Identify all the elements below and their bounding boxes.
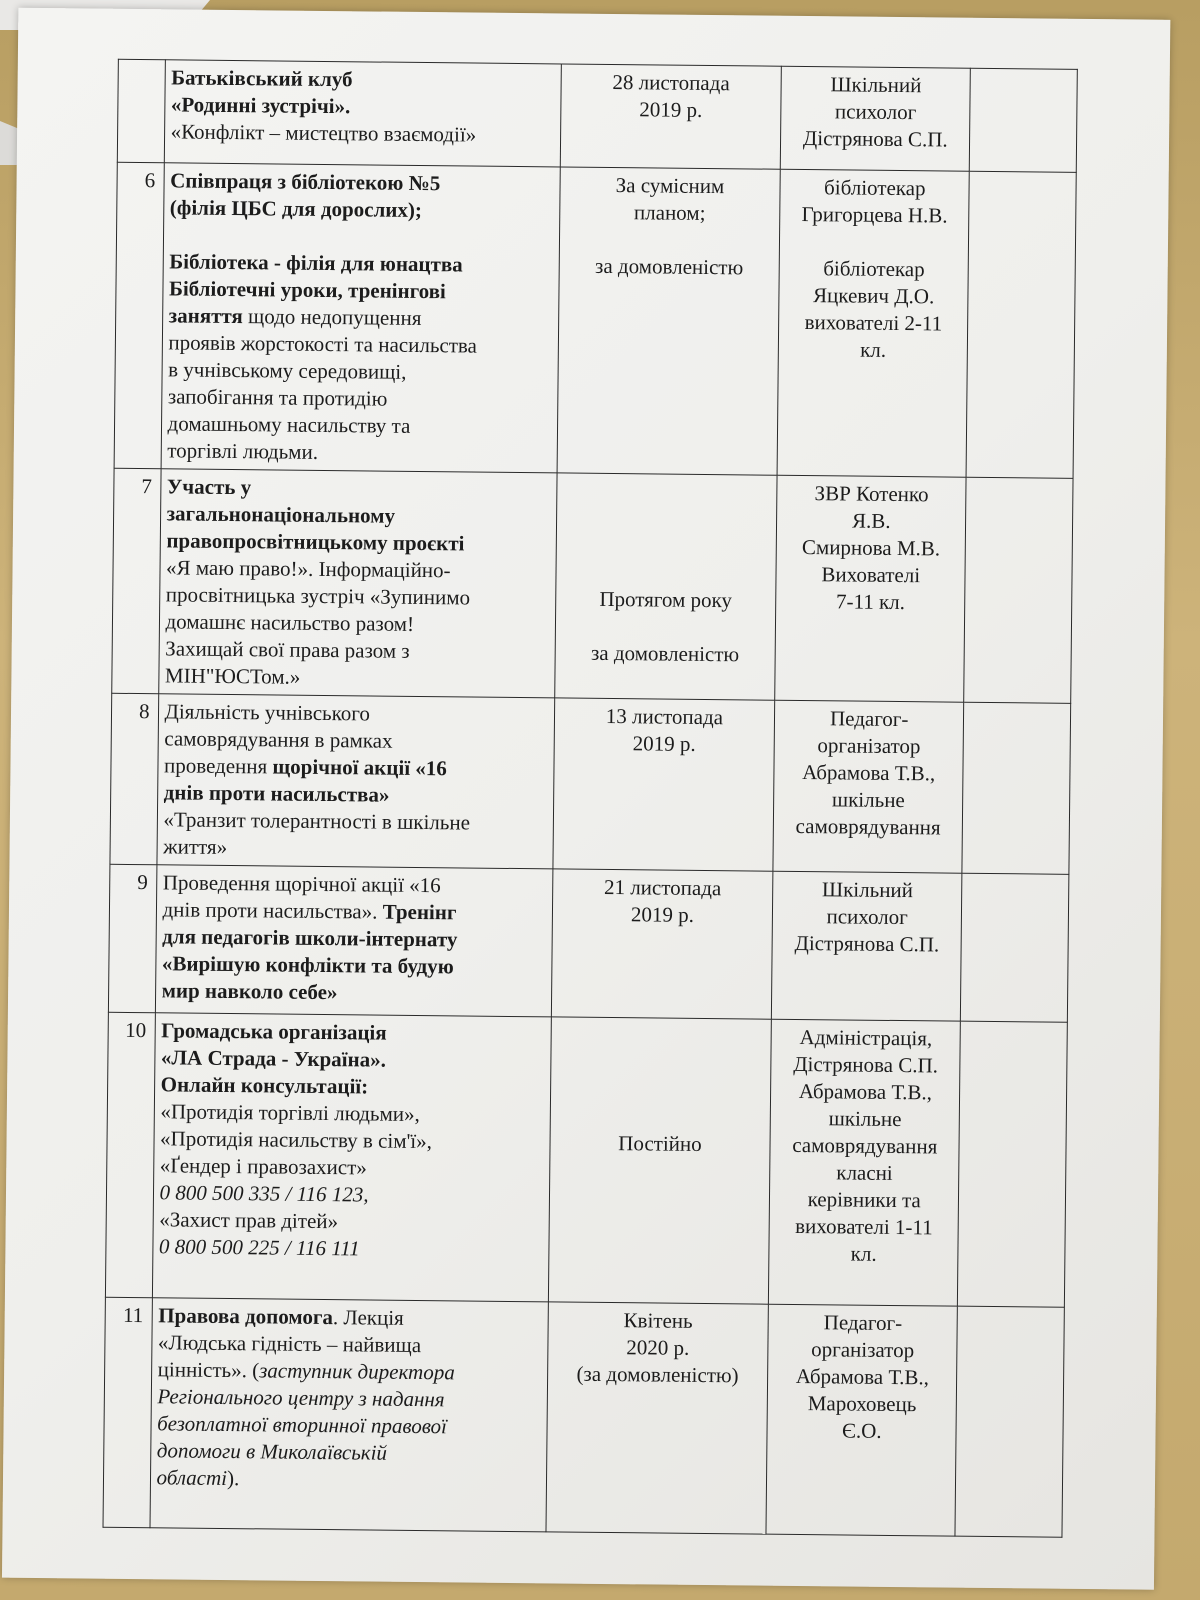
description-line bbox=[165, 608, 548, 639]
event-date bbox=[551, 869, 773, 1019]
description-text: самоврядування в рамках bbox=[164, 726, 393, 753]
responsible-line: кл. bbox=[850, 1241, 877, 1266]
responsible-person bbox=[780, 66, 970, 171]
notes-cell bbox=[970, 68, 1078, 172]
table-row bbox=[117, 59, 1077, 172]
responsible-line: Абрамова Т.В., bbox=[795, 1363, 930, 1390]
notes-cell bbox=[958, 1021, 1068, 1307]
responsible-line: Мароховець bbox=[807, 1391, 917, 1417]
date-line: 13 листопада bbox=[605, 703, 724, 730]
description-line bbox=[168, 383, 551, 414]
description-line bbox=[163, 833, 546, 864]
description-line bbox=[165, 635, 548, 666]
description-line bbox=[164, 752, 547, 783]
date-line: Протягом року bbox=[599, 586, 733, 613]
date-line bbox=[562, 558, 770, 587]
row-number: 9 bbox=[108, 864, 156, 1012]
description-text: цінність». ( bbox=[157, 1357, 260, 1383]
description-text: днів проти насильства». bbox=[162, 897, 383, 924]
description-text: днів проти насильства» bbox=[163, 780, 390, 807]
row-number: 11 bbox=[103, 1297, 152, 1527]
event-date bbox=[557, 167, 781, 475]
notes-cell bbox=[955, 1306, 1064, 1537]
responsible-line: Абрамова Т.В., bbox=[802, 760, 936, 786]
description-line bbox=[167, 437, 550, 468]
event-date bbox=[554, 473, 777, 700]
description-text: Онлайн консультації: bbox=[160, 1072, 369, 1099]
description-text: допомоги в Миколаївській bbox=[156, 1438, 388, 1465]
responsible-line: класні bbox=[836, 1160, 893, 1185]
description-text: «ЛА Страда - Україна». bbox=[160, 1045, 387, 1072]
event-date bbox=[560, 64, 781, 169]
description-tail-text: . Лекція bbox=[332, 1305, 404, 1330]
description-line bbox=[164, 779, 547, 810]
description-line bbox=[167, 500, 550, 531]
date-line: 2019 р. bbox=[630, 902, 695, 927]
description-text: Співпраця з бібліотекою №5 bbox=[170, 168, 441, 196]
description-line bbox=[171, 118, 554, 149]
responsible-line: Дістрянова С.П. bbox=[794, 930, 940, 957]
description-text: просвітницька зустріч «Зупинимо bbox=[165, 582, 471, 610]
description-tail-text: щодо недопущення bbox=[242, 304, 422, 330]
description-text: Громадська організація bbox=[161, 1018, 387, 1045]
event-description bbox=[161, 163, 560, 473]
description-text: Захищай свої права разом з bbox=[165, 636, 410, 663]
date-line bbox=[557, 1075, 765, 1104]
date-line: За сумісним bbox=[615, 173, 725, 199]
event-description bbox=[164, 60, 561, 167]
row-number: 10 bbox=[105, 1012, 155, 1297]
table-row bbox=[114, 162, 1076, 478]
date-line: 2020 р. bbox=[626, 1335, 690, 1360]
description-text: «Родинні зустрічі». bbox=[170, 92, 351, 119]
description-text: Діяльність учнівського bbox=[164, 699, 371, 726]
description-line bbox=[167, 410, 550, 441]
description-line bbox=[170, 167, 553, 198]
responsible-line: психолог bbox=[826, 904, 908, 930]
description-text: безоплатної вторинної правової bbox=[157, 1411, 448, 1439]
date-line bbox=[557, 1021, 765, 1050]
row-number: 8 bbox=[110, 693, 158, 864]
responsible-line: 7-11 кл. bbox=[835, 589, 906, 615]
table-row bbox=[112, 468, 1073, 703]
description-text: Батьківський клуб bbox=[171, 65, 353, 92]
event-description bbox=[155, 865, 553, 1017]
date-line bbox=[557, 1048, 765, 1077]
description-bold-text: щорічної акції «16 bbox=[272, 754, 448, 781]
description-line bbox=[160, 1125, 543, 1156]
date-line: планом; bbox=[633, 200, 706, 225]
description-line bbox=[157, 1410, 540, 1441]
description-text: «Ґендер і правозахист» bbox=[159, 1153, 368, 1180]
date-line: 2019 р. bbox=[632, 731, 696, 756]
document-page bbox=[2, 8, 1170, 1590]
event-description bbox=[152, 1013, 551, 1302]
responsible-person bbox=[768, 1019, 960, 1306]
responsible-line: шкільне bbox=[828, 1106, 902, 1132]
responsible-person bbox=[775, 475, 967, 702]
description-line bbox=[162, 977, 545, 1008]
description-line bbox=[162, 950, 545, 981]
responsible-person bbox=[773, 700, 964, 873]
event-date bbox=[546, 1302, 769, 1534]
responsible-line: самоврядування bbox=[792, 1132, 938, 1159]
responsible-line: організатор bbox=[811, 1337, 915, 1363]
description-line bbox=[159, 1179, 542, 1210]
responsible-line: Дістрянова С.П. bbox=[802, 125, 948, 152]
description-line bbox=[156, 1464, 539, 1495]
date-line bbox=[566, 226, 774, 255]
description-text: 0 800 500 225 / 116 111 bbox=[158, 1234, 360, 1261]
description-text: «Транзит толерантності в шкільне bbox=[163, 807, 471, 835]
description-line bbox=[166, 527, 549, 558]
description-text: «Протидія торгівлі людьми», bbox=[160, 1099, 420, 1127]
responsible-person bbox=[771, 871, 962, 1021]
responsible-line: ЗВР Котенко bbox=[814, 481, 929, 507]
description-text: життя» bbox=[163, 834, 228, 859]
description-text: «Конфлікт – мистецтво взаємодії» bbox=[170, 119, 477, 147]
table-row bbox=[103, 1297, 1064, 1537]
description-text: «Людська гідність – найвища bbox=[157, 1330, 422, 1358]
description-text: торгівлі людьми. bbox=[167, 438, 319, 464]
event-date bbox=[553, 698, 775, 871]
responsible-line: Я.В. bbox=[851, 508, 891, 533]
date-line bbox=[562, 612, 770, 641]
description-text: (філія ЦБС для дорослих); bbox=[169, 195, 423, 222]
responsible-line: вихователі 1-11 bbox=[795, 1213, 933, 1240]
description-text: «Вирішую конфлікти та будую bbox=[161, 951, 454, 979]
notes-cell bbox=[966, 171, 1076, 478]
responsible-line: Шкільний bbox=[830, 72, 922, 98]
responsible-line: кл. bbox=[860, 337, 887, 362]
description-text: «Захист прав дітей» bbox=[159, 1207, 339, 1234]
date-line bbox=[563, 504, 771, 533]
description-line bbox=[165, 662, 548, 693]
event-description bbox=[158, 469, 557, 698]
row-number: 6 bbox=[114, 162, 164, 468]
responsible-line: Адміністрація, bbox=[799, 1024, 933, 1051]
description-bold-text: Тренінг bbox=[382, 899, 457, 925]
description-line bbox=[164, 698, 547, 729]
date-line: 2019 р. bbox=[639, 97, 703, 122]
responsible-line: Смирнова М.В. bbox=[801, 534, 941, 561]
description-text: Проведення щорічної акції «16 bbox=[162, 870, 441, 898]
description-line bbox=[161, 1017, 544, 1048]
notes-cell bbox=[964, 477, 1073, 703]
description-text: 0 800 500 335 / 116 123, bbox=[159, 1180, 369, 1207]
description-line bbox=[164, 725, 547, 756]
description-text: проведення bbox=[163, 753, 273, 779]
responsible-line: Яцкевич Д.О. bbox=[812, 283, 935, 309]
responsible-line: Шкільний bbox=[821, 877, 914, 903]
responsible-line: Педагог- bbox=[823, 1310, 903, 1336]
responsible-line: Абрамова Т.В., bbox=[798, 1078, 933, 1105]
table-row bbox=[105, 1012, 1067, 1307]
responsible-line: бібліотекар bbox=[823, 175, 926, 201]
date-line: (за домовленістю) bbox=[576, 1361, 739, 1388]
date-line: 28 листопада bbox=[612, 69, 730, 96]
plan-table bbox=[102, 59, 1077, 1538]
description-line bbox=[167, 473, 550, 504]
responsible-line: бібліотекар bbox=[823, 256, 925, 282]
description-line bbox=[159, 1233, 542, 1264]
description-line bbox=[162, 923, 545, 954]
date-line: Постійно bbox=[618, 1131, 702, 1156]
date-line: за домовленістю bbox=[590, 640, 740, 667]
description-text: Бібліотечні уроки, тренінгові bbox=[168, 276, 446, 304]
responsible-line: самоврядування bbox=[795, 813, 941, 840]
responsible-line: шкільне bbox=[831, 787, 905, 813]
description-text: «Я маю право!». Інформаційно- bbox=[165, 555, 451, 583]
description-text: Правова допомога bbox=[158, 1303, 334, 1330]
description-text: в учнівському середовищі, bbox=[168, 357, 407, 384]
description-line bbox=[162, 896, 545, 927]
blank-line bbox=[169, 221, 552, 252]
description-line bbox=[168, 356, 551, 387]
description-text: загальнонаціональному bbox=[166, 501, 396, 528]
description-line bbox=[171, 64, 554, 95]
responsible-line: керівники та bbox=[807, 1187, 921, 1213]
description-line bbox=[168, 329, 551, 360]
description-line bbox=[170, 194, 553, 225]
description-text: області bbox=[156, 1465, 228, 1491]
event-description bbox=[150, 1298, 549, 1532]
description-text: правопросвітницькому проєкті bbox=[166, 528, 465, 556]
description-text: для педагогів школи-інтернату bbox=[162, 924, 458, 952]
event-date bbox=[548, 1017, 771, 1304]
description-line bbox=[161, 1044, 544, 1075]
description-line bbox=[160, 1152, 543, 1183]
date-line bbox=[562, 531, 770, 560]
description-italic-text: заступник директора bbox=[259, 1358, 455, 1385]
date-line: 21 листопада bbox=[603, 874, 722, 901]
responsible-line: організатор bbox=[817, 733, 921, 759]
date-line: Квітень bbox=[623, 1308, 693, 1333]
description-line bbox=[169, 302, 552, 333]
responsible-line: Є.О. bbox=[841, 1418, 882, 1443]
description-line bbox=[171, 91, 554, 122]
description-text: домашнє насильство разом! bbox=[165, 609, 415, 636]
event-description bbox=[156, 694, 554, 869]
responsible-line bbox=[786, 228, 963, 257]
description-line bbox=[169, 248, 552, 279]
table-row bbox=[108, 864, 1068, 1022]
description-line bbox=[161, 1071, 544, 1102]
description-line bbox=[157, 1437, 540, 1468]
description-text: Участь у bbox=[166, 474, 252, 500]
date-line bbox=[563, 477, 771, 506]
row-number bbox=[117, 59, 165, 162]
responsible-line: Григорцева Н.В. bbox=[801, 201, 948, 228]
description-line bbox=[166, 554, 549, 585]
description-text: заняття bbox=[168, 303, 243, 329]
description-line bbox=[169, 275, 552, 306]
responsible-person bbox=[777, 169, 970, 477]
description-line bbox=[160, 1098, 543, 1129]
responsible-person bbox=[766, 1304, 958, 1536]
date-line bbox=[556, 1102, 764, 1131]
date-line: за домовленістю bbox=[594, 253, 744, 280]
responsible-line: Дістрянова С.П. bbox=[793, 1051, 939, 1078]
description-text: Бібліотека - філія для юнацтва bbox=[169, 249, 463, 277]
description-line bbox=[163, 806, 546, 837]
description-line bbox=[159, 1206, 542, 1237]
description-text: «Протидія насильству в сім'ї», bbox=[160, 1126, 433, 1154]
description-line bbox=[158, 1356, 541, 1387]
notes-cell bbox=[961, 873, 1069, 1022]
description-text: запобігання та протидію bbox=[167, 384, 388, 411]
description-text: домашньому насильству та bbox=[167, 411, 411, 438]
notes-cell bbox=[962, 702, 1070, 874]
description-text: мир навколо себе» bbox=[161, 978, 338, 1005]
description-tail-text: ). bbox=[226, 1466, 240, 1491]
responsible-line: психолог bbox=[834, 99, 917, 125]
description-line bbox=[166, 581, 549, 612]
responsible-line: вихователі 2-11 bbox=[804, 310, 943, 336]
table-row bbox=[110, 693, 1071, 874]
description-line bbox=[158, 1302, 541, 1333]
description-text: МІН"ЮСТом.» bbox=[164, 663, 301, 689]
responsible-line: Вихователі bbox=[821, 562, 921, 588]
row-number: 7 bbox=[112, 468, 161, 693]
description-line bbox=[157, 1383, 540, 1414]
description-line bbox=[158, 1329, 541, 1360]
responsible-line: Педагог- bbox=[829, 706, 909, 732]
plan-table-body bbox=[103, 59, 1077, 1537]
description-line bbox=[163, 869, 546, 900]
description-text: проявів жорстокості та насильства bbox=[168, 330, 478, 358]
description-text: Регіонального центру з надання bbox=[157, 1384, 445, 1412]
